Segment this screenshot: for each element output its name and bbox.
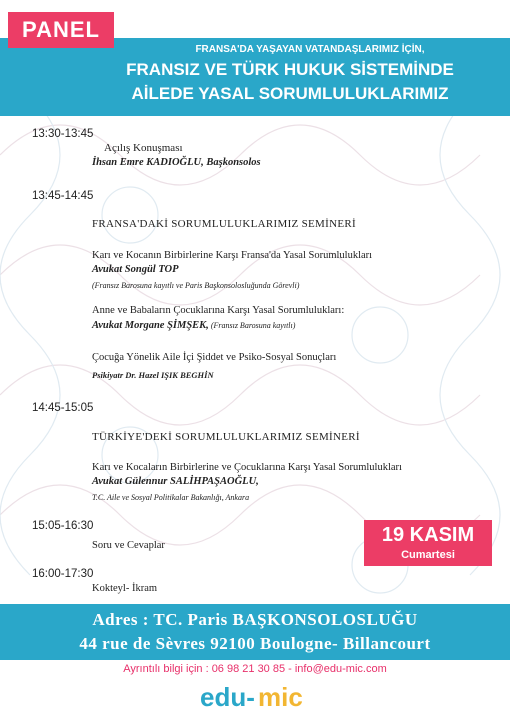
panel-tag: PANEL	[8, 12, 114, 48]
opening-speech: Açılış Konuşması	[104, 142, 183, 154]
speaker-note: (Fransız Barosuna kayıtlı ve Paris Başkonsolosluğunda Görevli)	[92, 281, 300, 290]
date-day: 19 KASIM	[381, 524, 475, 546]
contact-info: Ayrıntılı bilgi için : 06 98 21 30 85 - info@edu-mic.com	[123, 663, 387, 675]
talk-title: Karı ve Kocanın Birbirlerine Karşı Fransa'da Yasal Sorumlulukları	[92, 250, 373, 261]
header-title-line1: FRANSIZ VE TÜRK HUKUK SİSTEMİNDE	[126, 60, 454, 79]
speaker-note: T.C. Aile ve Sosyal Politikalar Bakanlığı, Ankara	[92, 493, 250, 502]
time-slot: 16:00-17:30	[32, 568, 94, 580]
edu-mic-logo	[198, 680, 312, 712]
qa-item: Soru ve Cevaplar	[92, 540, 165, 551]
header-title-line2: AİLEDE YASAL SORUMLULUKLARIMIZ	[131, 84, 449, 103]
time-slot: 14:45-15:05	[32, 402, 94, 414]
section-title: TÜRKİYE'DEKİ SORUMLULUKLARIMIZ SEMİNERİ	[92, 431, 360, 443]
section-title: FRANSA'DAKİ SORUMLULUKLARIMIZ SEMİNERİ	[92, 218, 356, 230]
opening-speaker: İhsan Emre KADIOĞLU, Başkonsolos	[92, 157, 261, 168]
time-slot: 13:45-14:45	[32, 190, 94, 202]
date-badge	[364, 520, 492, 566]
svg-text:edu-: edu-	[200, 682, 255, 712]
time-slot: 15:05-16:30	[32, 520, 94, 532]
svg-text:mic: mic	[258, 682, 303, 712]
talk-speaker: Avukat Songül TOP	[92, 264, 179, 275]
header-subtitle: FRANSA'DA YAŞAYAN VATANDAŞLARIMIZ İÇİN,	[195, 44, 425, 55]
talk-title: Anne ve Babaların Çocuklarına Karşı Yasal Sorumlulukları:	[92, 305, 345, 316]
cocktail-item: Kokteyl- İkram	[92, 583, 158, 594]
address-line1: Adres : TC. Paris BAŞKONSOLOSLUĞU	[92, 610, 418, 629]
speaker-note: (Fransız Barosuna kayıtlı)	[208, 321, 296, 330]
talk-speaker-line	[92, 319, 295, 331]
date-weekday: Cumartesi	[401, 549, 455, 561]
talk-speaker: Avukat Gülennur SALİHPAŞAOĞLU,	[92, 476, 259, 487]
talk-title: Çocuğa Yönelik Aile İçi Şiddet ve Psiko-Sosyal Sonuçları	[92, 352, 337, 363]
talk-title: Karı ve Kocaların Birbirlerine ve Çocuklarına Karşı Yasal Sorumlulukları	[92, 462, 402, 473]
time-slot: 13:30-13:45	[32, 128, 94, 140]
talk-speaker: Psikiyatr Dr. Hazel IŞIK BEGHİN	[92, 370, 214, 380]
talk-speaker: Avukat Morgane ŞİMŞEK,	[92, 320, 209, 331]
address-line2: 44 rue de Sèvres 92100 Boulogne- Billancourt	[79, 634, 431, 653]
